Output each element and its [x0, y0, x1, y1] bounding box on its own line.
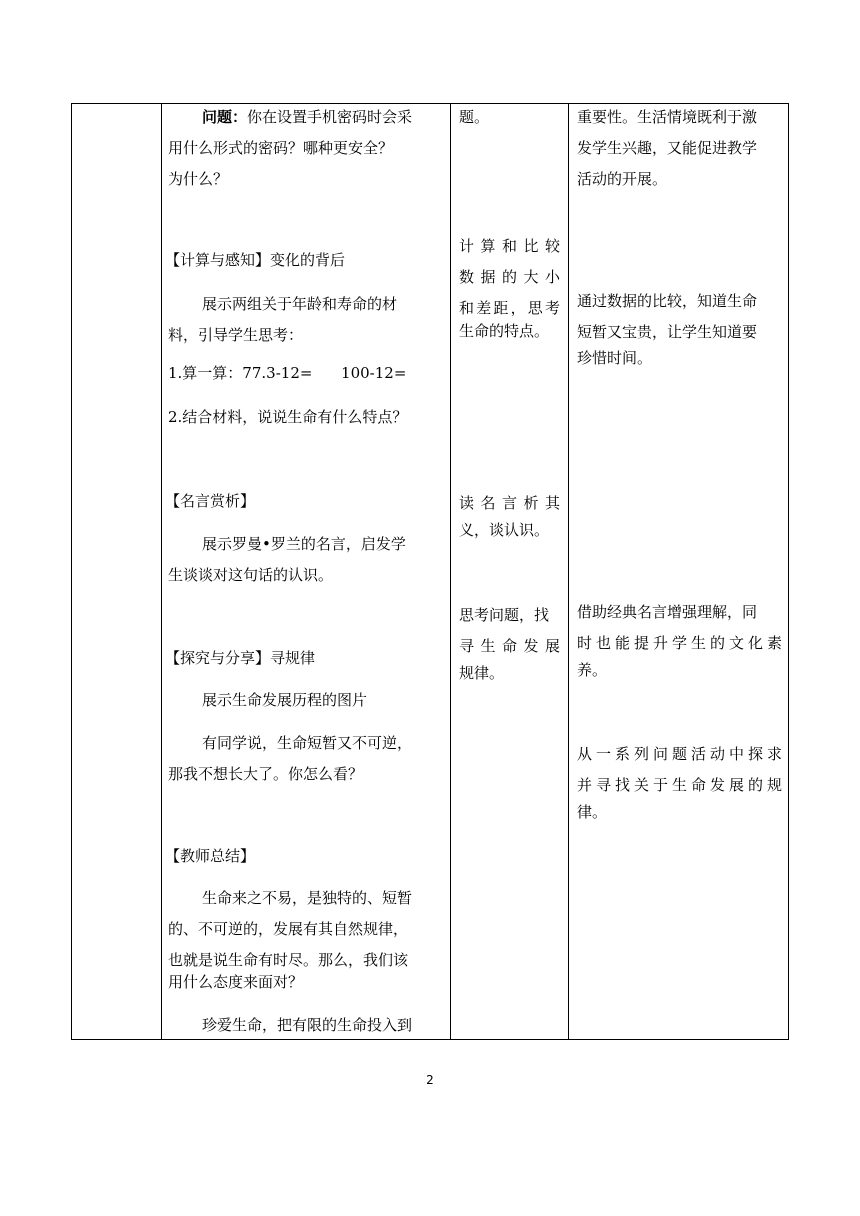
- question-label: 问题：: [202, 108, 248, 126]
- calc-intro-line-2: 料，引导学生思考：: [168, 326, 304, 344]
- question-line-2: 用什么形式的密码？哪种更安全？: [168, 139, 394, 157]
- quote-heading: 【名言赏析】: [165, 492, 256, 510]
- student-calc-line-4: 生命的特点。: [459, 322, 550, 340]
- intent-line-2: 发学生兴趣，又能促进教学: [577, 139, 758, 157]
- student-calc-line-2: 数据的大小: [459, 268, 560, 286]
- student-explore-line-3: 规律。: [459, 664, 505, 682]
- student-top-line: 题。: [459, 108, 490, 126]
- calc-heading: 【计算与感知】变化的背后: [165, 251, 346, 269]
- student-quote-line-1: 读名言析其: [459, 494, 560, 512]
- question-line-1: [202, 102, 412, 133]
- intent-quote-line-1: 借助经典名言增强理解，同: [577, 603, 758, 621]
- student-explore-line-2: 寻生命发展: [459, 637, 560, 655]
- summary-line-5: 珍爱生命，把有限的生命投入到: [202, 1016, 413, 1034]
- intent-explore-line-1: 从一系列问题活动中探求: [577, 745, 782, 763]
- student-quote-line-2: 义，谈认识。: [459, 521, 550, 539]
- intent-quote-line-3: 养。: [577, 661, 608, 679]
- intent-calc-line-2: 短暂又宝贵，让学生知道要: [577, 323, 758, 341]
- student-calc-line-1: 计算和比较: [459, 237, 560, 255]
- student-calc-line-3: 和差距，思考: [459, 299, 560, 317]
- intent-explore-line-3: 律。: [577, 803, 608, 821]
- question-line-3: 为什么？: [168, 170, 229, 188]
- explore-heading: 【探究与分享】寻规律: [165, 649, 316, 667]
- intent-calc-line-1: 通过数据的比较，知道生命: [577, 292, 758, 310]
- quote-line-2: 生谈谈对这句话的认识。: [168, 566, 334, 584]
- summary-line-2: 的、不可逆的，发展有其自然规律，: [168, 920, 409, 938]
- column-divider-3: [568, 104, 569, 1039]
- summary-line-3: 也就是说生命有时尽。那么，我们该: [168, 951, 409, 969]
- summary-line-4: 用什么态度来面对？: [168, 973, 304, 991]
- intent-line-3: 活动的开展。: [577, 170, 668, 188]
- column-divider-2: [450, 104, 451, 1039]
- calc-item-2: 2.结合材料，说说生命有什么特点？: [168, 408, 408, 426]
- quote-line-1: 展示罗曼•罗兰的名言，启发学: [202, 535, 406, 553]
- intent-explore-line-2: 并寻找关于生命发展的规: [577, 776, 782, 794]
- question-text: 你在设置手机密码时会采: [247, 108, 413, 126]
- summary-heading: 【教师总结】: [165, 847, 256, 865]
- calc-intro-line-1: 展示两组关于年龄和寿命的材: [202, 295, 398, 313]
- explore-line-3: 那我不想长大了。你怎么看？: [168, 765, 364, 783]
- explore-line-2: 有同学说，生命短暂又不可逆，: [202, 734, 413, 752]
- explore-line-1: 展示生命发展历程的图片: [202, 691, 368, 709]
- student-explore-line-1: 思考问题，找: [459, 606, 550, 624]
- intent-line-1: 重要性。生活情境既利于激: [577, 108, 758, 126]
- calc-item-1: 1.算一算：77.3-12= 100-12=: [168, 364, 407, 382]
- summary-line-1: 生命来之不易，是独特的、短暂: [202, 889, 413, 907]
- page-number: 2: [426, 1073, 434, 1087]
- column-divider-1: [161, 104, 162, 1039]
- intent-quote-line-2: 时也能提升学生的文化素: [577, 634, 782, 652]
- intent-calc-line-3: 珍惜时间。: [577, 349, 653, 367]
